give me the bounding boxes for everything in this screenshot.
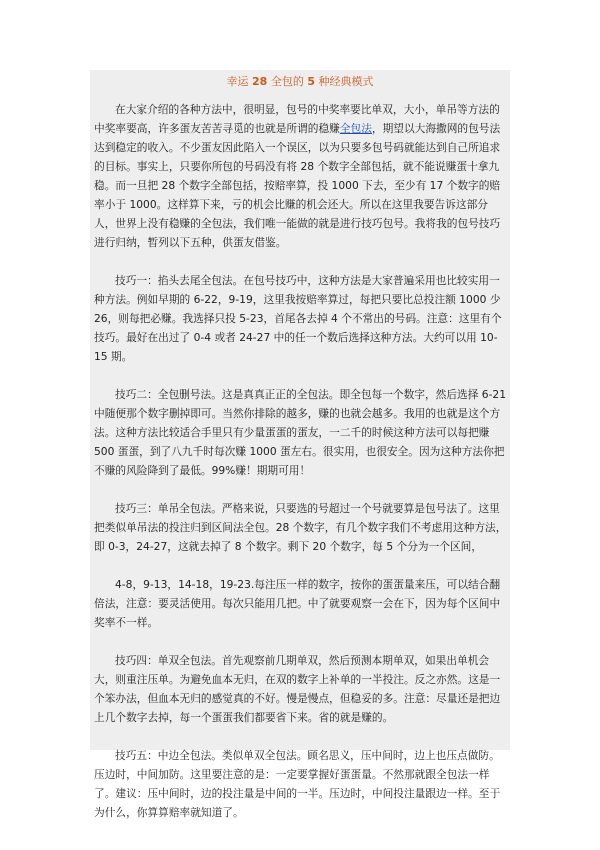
tip-2-paragraph: 技巧二：全包删号法。这是真真正正的全包法。即全包每一个数字，然后选择 6-21 中随便那个数字删掉即可。当然你排除的越多，赚的也就会越多。我用的也就是这个方法。这种方法比较适合手里只有少量蛋蛋的蛋友，一二千的时候这种方法可以每把赚 500 蛋蛋，到了八九千时每次赚 1000 蛋左右。很实用，也很安全。因为这种方法你把不赚的风险降到了最低。99%赚！期期可用！	[94, 388, 507, 477]
title-number-5: 5	[307, 75, 315, 88]
tip-1-paragraph: 技巧一：掐头去尾全包法。在包号技巧中，这种方法是大家普遍采用也比较实用一种方法。例如早期的 6-22，9-19，这里我按赔率算过，每把只要比总投注额 1000 少 26，则每把必赚。我选择只投 5-23，首尾各去掉 4 个不常出的号码。注意：这里有个技巧。最好在出过了 0-4 或者 24-27 中的任一个数后选择这种方法。大约可以用 10-15 期。	[94, 274, 502, 363]
article-body	[94, 100, 509, 822]
page-title	[90, 74, 510, 90]
full-pack-link[interactable]: 全包法	[339, 122, 372, 135]
tip-3-ranges-paragraph: 4-8，9-13，14-18，19-23.每注压一样的数字，按你的蛋蛋量来压，可以结合翻倍法，注意：要灵活使用。每次只能用几把。中了就要观察一会在下，因为每个区间中奖率不一样。	[94, 578, 501, 629]
tip-3-paragraph: 技巧三：单吊全包法。严格来说，只要选的号超过一个号就要算是包号法了。这里把类似单吊法的投注归到区间法全包。28 个数字，有几个数字我们不考虑用这种方法，即 0-3，24-27，这就去掉了 8 个数字。剩下 20 个数字，每 5 个分为一个区间，	[94, 502, 507, 553]
title-prefix: 幸运	[226, 75, 253, 88]
tip-4-paragraph: 技巧四：单双全包法。首先观察前几期单双，然后预测本期单双，如果出单机会大，则重注压单。为避免血本无归，在双的数字上补单的一半投注。反之亦然。这是一个笨办法，但血本无归的感觉真的不好。慢是慢点，但稳妥的多。注意：尽量还是把边上几个数字去掉，每一个蛋蛋我们都要省下来。省的就是赚的。	[94, 654, 501, 724]
tip-5-paragraph: 技巧五：中边全包法。类似单双全包法。顾名思义，压中间时，边上也压点做防。压边时，中间加防。这里要注意的是：一定要掌握好蛋蛋量。不然那就跟全包法一样了。建议：压中间时，边的投注量是中间的一半。压边时，中间投注量跟边一样。至于为什么，你算算赔率就知道了。	[94, 749, 501, 819]
intro-paragraph	[94, 100, 509, 252]
title-suffix: 种经典模式	[314, 75, 374, 88]
title-middle: 全包的	[267, 75, 308, 88]
intro-text-before-link: 在大家介绍的各种方法中，很明显，包号的中奖率要比单双，大小，单吊等方法的中奖率要高，许多蛋友苦苦寻觅的也就是所谓的稳赚	[94, 103, 500, 135]
intro-text-after-link: ，期望以大海撒网的包号法达到稳定的收入。不少蛋友因此陷入一个误区，以为只要多包号码就能达到自己所追求的目标。事实上，只要你所包的号码没有将 28 个数字全部包括，就不能说赚蛋十拿九稳。而一旦把 28 个数字全部包括，按赔率算，投 1000 下去，至少有 17 个数字的赔率小于 1000。这样算下来，亏的机会比赚的机会还大。所以在这里我要告诉这部分人，世界上没有稳赚的全包法，我们唯一能做的就是进行技巧包号。我将我的包号技巧进行归纳，暂列以下五种，供蛋友借鉴。	[94, 122, 501, 249]
title-number-28: 28	[252, 75, 268, 88]
